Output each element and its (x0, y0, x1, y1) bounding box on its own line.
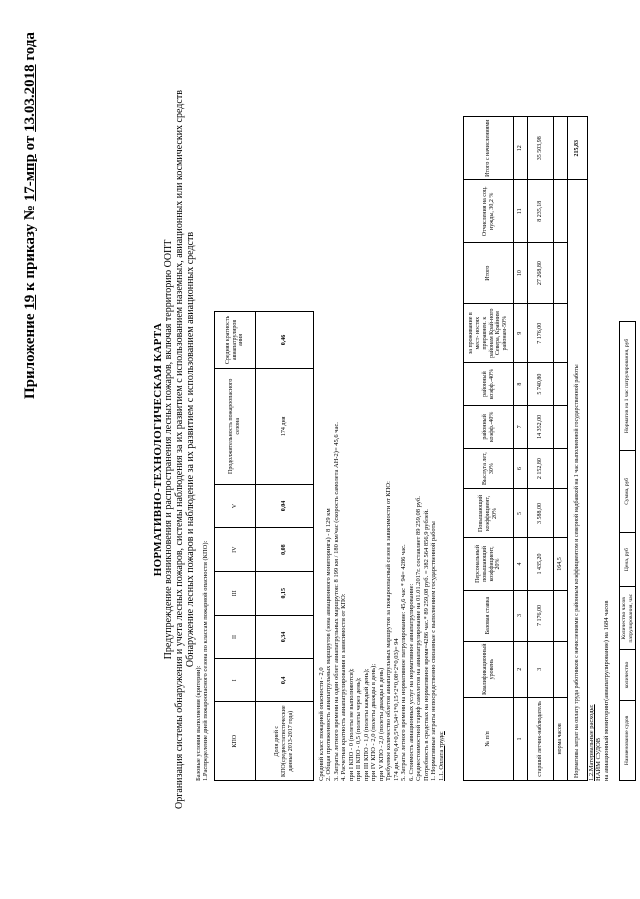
kpo-header: КПО (215, 702, 256, 781)
labor-norm-note: Нормативы затрат на оплату труда работников с начислениями с районным коэффициентом и северной надбавкой на 1 час выполненной государственной работы (568, 180, 588, 781)
kpo-cell: 0,08 (256, 528, 314, 572)
labor-header: Выслуга лет, 30% (464, 448, 514, 489)
labor-cell: 8 235,18 (528, 180, 554, 243)
note-line: 4. Расчетная кратность авиапатрулирования в зависимости от КПО: (340, 593, 348, 781)
labor-header: Повышающий коэффициент, 20% (464, 489, 514, 538)
order-date: 13.03.2018 (22, 64, 38, 132)
labor-header: Базовая ставка (464, 590, 514, 641)
kpo-table (214, 311, 314, 781)
aircraft-table (619, 321, 636, 781)
col-number: 6 (514, 448, 528, 489)
col-number: 9 (514, 304, 528, 363)
empty-cell (554, 590, 568, 641)
doc-subtitle-2: Организация системы обнаружения и учета лесных пожаров, системы наблюдения за их развитием с использованием наземных, авиационных или космических средств (174, 90, 185, 809)
kpo-cell: 0,34 (256, 615, 314, 659)
appendix-label: Приложение (22, 313, 38, 399)
labor-cell: 3 588,00 (528, 489, 554, 538)
empty-cell (554, 405, 568, 448)
notes-top (195, 541, 210, 781)
col-number: 8 (514, 363, 528, 406)
labor-cell: 5 740,80 (528, 363, 554, 406)
empty-cell (554, 117, 568, 180)
col-number: 12 (514, 117, 528, 180)
note-line: 1. Нормативные затраты непосредственно связанные с выполнением государственной работы (430, 521, 438, 781)
aircraft-header: количество (620, 650, 636, 701)
note-line: Среднестоимостной тариф самолетов на авиапатрулирование на 01.01.2017г. составляет 89 259,08 руб. (415, 496, 423, 781)
note-line: 1.1. Оплата труда: (437, 731, 445, 781)
labor-header: районный коэфф.-40% (464, 405, 514, 448)
kpo-cell: 0,04 (256, 484, 314, 528)
kpo-header: Продолжительность пожароопасного сезона (215, 368, 256, 484)
empty-cell (554, 180, 568, 243)
labor-cell: 35 503,98 (528, 117, 554, 180)
labor-cell: 7 176,00 (528, 304, 554, 363)
note-line: 5. Затраты летного времени на нормативное патрулирование: 45,6 час * 94= 4286 час. (400, 544, 408, 781)
note-line: при I КПО - 0 (полеты не выполняются); (347, 668, 355, 781)
aircraft-header: Количество часов патрулирования, час (620, 587, 636, 650)
kpo-header: Средняя кратность авиапатрулиров ания (215, 312, 256, 369)
empty-cell (554, 489, 568, 538)
empty-cell (554, 641, 568, 697)
col-number: 1 (514, 697, 528, 780)
labor-cell: 1 435,20 (528, 538, 554, 590)
note-line: при III КПО - 1,0 (полеты каждый день); (362, 668, 370, 781)
labor-table (463, 116, 588, 781)
note-line: Потребность в средствах на нормативное время=4286 час.* 89 259,08 руб. = 382 564 856,9 рублей. (422, 509, 430, 781)
col-number: 4 (514, 538, 528, 590)
date-suffix: года (22, 32, 38, 61)
doc-subtitle-3: Обнаружение лесных пожаров и наблюдение за их развитием с использованием авиационных средств (185, 231, 196, 668)
empty-cell (554, 304, 568, 363)
col-number: 2 (514, 641, 528, 697)
kpo-header: V (215, 484, 256, 528)
col-number: 7 (514, 405, 528, 448)
labor-header: Персональный повышающий коэффициент, 20% (464, 538, 514, 590)
kpo-header: III (215, 571, 256, 615)
empty-cell (554, 448, 568, 489)
note-line: при II КПО - 0,5 (полеты через день); (355, 677, 363, 781)
note-line: 1.2.Материальные расходы: (588, 704, 595, 781)
col-number: 3 (514, 590, 528, 641)
note-line: 174 дн.*0*0,4+0,5*0,34+1*0,15+2*0,08+2*0,03)= 94 (392, 638, 400, 781)
labor-cell: 7 176,00 (528, 590, 554, 641)
aircraft-header: Наименование судов (620, 700, 636, 780)
labor-header: Отчисления на соц. нужды, 30,2 % (464, 180, 514, 243)
labor-header: Итого (464, 243, 514, 304)
labor-norm-total: 215,83 (568, 117, 588, 180)
labor-header: Итого с начислениями (464, 117, 514, 180)
note-line: 2. Общая протяженность авиапатрульных маршрутов (зона авиационного мониторинга) - 8 129 км (325, 508, 333, 781)
labor-cell: 14 352,00 (528, 405, 554, 448)
labor-header: № п/п (464, 697, 514, 780)
note-line: при V КПО - 2,0 (полеты дважды в день) (377, 667, 385, 781)
empty-cell (554, 243, 568, 304)
col-number: 11 (514, 180, 528, 243)
note-line: 3. Затраты летного времени на один облет авиапатрульных маршрутов: 8 199 км / 180 км/час (скорость самолета АН-2)= 45,6 час. (332, 422, 340, 781)
labor-cell: 27 268,80 (528, 243, 554, 304)
notes-middle (318, 422, 445, 781)
hours-label: норма часов (554, 697, 568, 780)
note-line: 6. Стоимость авиационных услуг на нормативное авиапатрулирование: (407, 583, 415, 781)
empty-cell (554, 363, 568, 406)
kpo-cell: 0,46 (256, 312, 314, 369)
appendix-number: 19 (22, 294, 38, 310)
labor-row-label: старший летчик-наблюдатель (528, 697, 554, 780)
kpo-cell: 0,15 (256, 571, 314, 615)
doc-title: НОРМАТИВНО-ТЕХНОЛОГИЧЕСКАЯ КАРТА (152, 322, 164, 577)
note-line: Требуемое количество облетов авиапатрульных маршрутов за пожароопасный сезон в зависимости от КПО: (385, 481, 393, 781)
labor-header: районный коэфф.-40% (464, 363, 514, 406)
note-line: на авиационный мониторинг(авиапатрулирование) на 1684 часов (602, 600, 610, 781)
col-number: 10 (514, 243, 528, 304)
kpo-row-label: Доля дней с КПО(среднестатистические данные 2013-2017 года) (256, 702, 314, 781)
note-line: 1.Распределение дней пожароопасного сезона по классам пожарной опасности (КПО): (202, 540, 210, 781)
aircraft-header: Норматив на 1 час патрулирования, руб (620, 322, 636, 451)
labor-header: за проживание в мест- ностях приравнен. к районам Край-ного Севера, Крайним районам-50% (464, 304, 514, 363)
labor-cell: 3 (528, 641, 554, 697)
note-line: Базовые условия выполнения (критерии): (195, 665, 202, 781)
labor-cell: 2 152,80 (528, 448, 554, 489)
doc-subtitle-1: Предупреждение возникновения и распространения лесных пожаров, включая территорию ООПТ (163, 239, 174, 660)
kpo-header: I (215, 659, 256, 702)
kpo-cell: 0,4 (256, 659, 314, 702)
aircraft-header: Цена, руб (620, 532, 636, 587)
note-line: при IV КПО - 2,0 (полеты дважды в день); (370, 663, 378, 781)
labor-header: Квалификационный уровень (464, 641, 514, 697)
col-number: 5 (514, 489, 528, 538)
kpo-header: II (215, 615, 256, 659)
hours-value: 164,5 (554, 538, 568, 590)
note-line: НАЙМ СУДОВ (595, 737, 603, 781)
aircraft-header: Сумма, руб (620, 450, 636, 532)
kpo-cell: 174 дня (256, 368, 314, 484)
notes-bottom (588, 601, 610, 781)
note-line: Средний класс пожарной опасности - 2,0 (318, 667, 325, 781)
appendix-line (22, 32, 39, 399)
kpo-header: IV (215, 528, 256, 572)
appendix-order-label: к приказу № (22, 205, 38, 292)
order-number: 17-мпр (22, 154, 38, 202)
date-prefix: от (22, 135, 38, 151)
